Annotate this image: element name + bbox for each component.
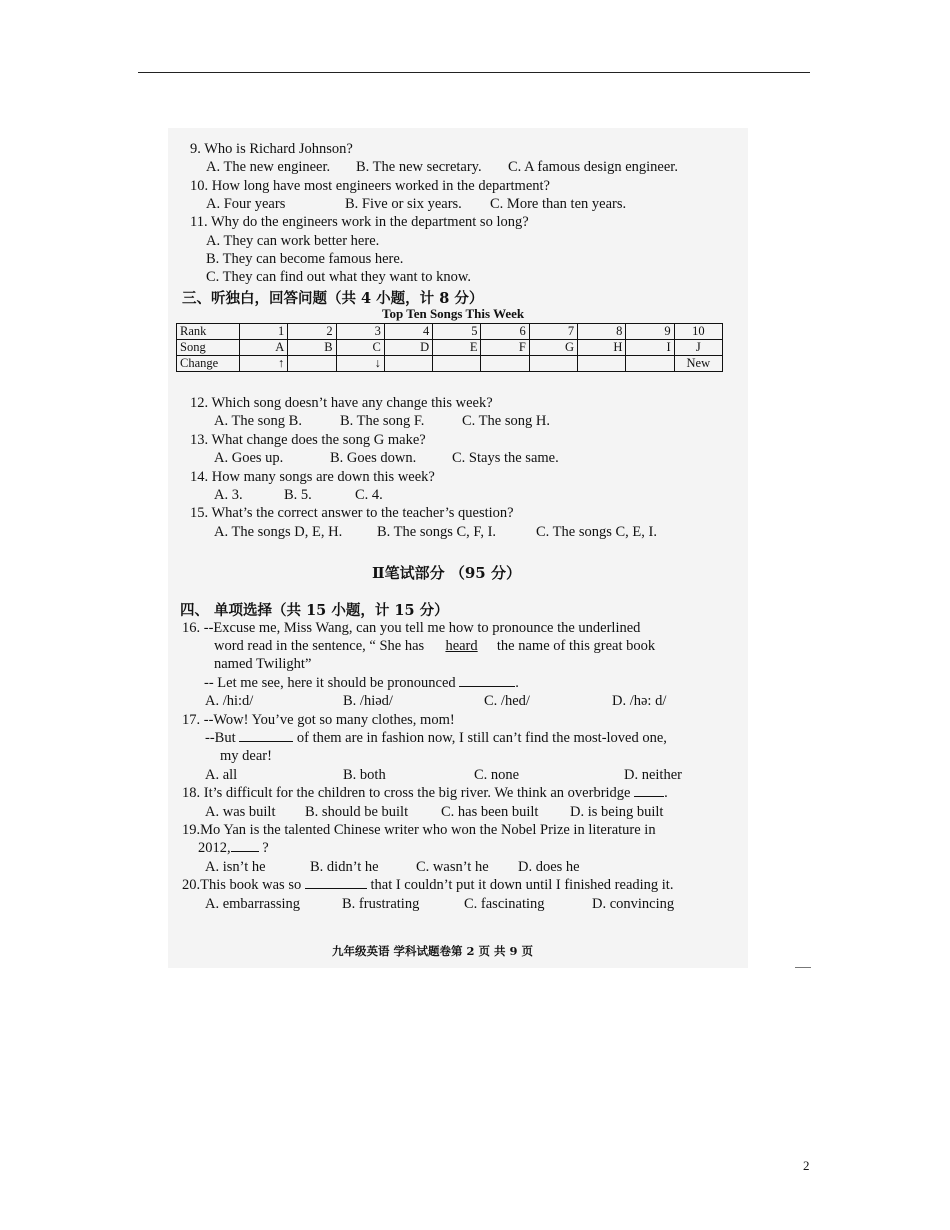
question-13-option-a: A. Goes up. xyxy=(214,450,284,466)
question-16-option-a: A. /hi:d/ xyxy=(205,693,254,709)
question-18-text: 18. It’s difficult for the children to cross the big river. We think an overbridge xyxy=(182,785,631,801)
question-15-option-b: B. The songs C, F, I. xyxy=(377,524,497,540)
question-16-answer-prompt: -- Let me see, here it should be pronounced xyxy=(204,675,456,691)
question-17-line-3: my dear! xyxy=(220,748,272,764)
rank-cell: 2 xyxy=(288,324,336,340)
page-footer: 九年级英语 学科试题卷第 2 页 共 9 页 xyxy=(332,944,534,958)
question-17-line-2 xyxy=(205,729,667,747)
song-cell: J xyxy=(674,340,722,356)
question-12-option-c: C. The song H. xyxy=(462,413,550,429)
question-17-text: --But xyxy=(205,730,236,746)
answer-blank xyxy=(459,674,515,687)
rank-cell: 4 xyxy=(384,324,432,340)
header-rule xyxy=(138,72,810,73)
period: . xyxy=(515,675,519,691)
question-16-line-2 xyxy=(214,637,655,655)
song-cell: A xyxy=(240,340,288,356)
question-17-option-c: C. none xyxy=(474,767,520,783)
change-cell: New xyxy=(674,356,722,372)
question-20-option-b: B. frustrating xyxy=(342,896,420,912)
up-arrow-icon: ↑ xyxy=(240,356,288,372)
question-18-option-b: B. should be built xyxy=(305,804,409,820)
question-19-option-a: A. isn’t he xyxy=(205,859,266,875)
question-13-option-b: B. Goes down. xyxy=(330,450,417,466)
question-18-option-a: A. was built xyxy=(205,804,276,820)
rank-row xyxy=(177,324,723,340)
question-20-option-c: C. fascinating xyxy=(464,896,545,912)
question-16-option-d: D. /hə: d/ xyxy=(612,693,667,709)
question-16-line-3: named Twilight” xyxy=(214,656,312,672)
question-17-line-1: 17. --Wow! You’ve got so many clothes, mom! xyxy=(182,712,455,728)
change-cell xyxy=(433,356,481,372)
row-label-change: Change xyxy=(177,356,240,372)
question-13-stem: 13. What change does the song G make? xyxy=(190,432,426,448)
question-20-option-a: A. embarrassing xyxy=(205,896,301,912)
question-11-option-a: A. They can work better here. xyxy=(206,233,380,249)
question-20-text: 20.This book was so xyxy=(182,877,302,893)
question-20-text: that I couldn’t put it down until I finished reading it. xyxy=(370,877,674,893)
rank-cell: 6 xyxy=(481,324,529,340)
written-section-heading: Ⅱ笔试部分 （95 分） xyxy=(372,564,521,582)
song-cell: H xyxy=(578,340,626,356)
rank-cell: 7 xyxy=(529,324,577,340)
answer-blank xyxy=(239,729,293,742)
change-cell xyxy=(529,356,577,372)
change-cell xyxy=(481,356,529,372)
question-10-option-a: A. Four years xyxy=(206,196,286,212)
question-12-stem: 12. Which song doesn’t have any change this week? xyxy=(190,395,493,411)
question-14-stem: 14. How many songs are down this week? xyxy=(190,469,435,485)
question-11-option-b: B. They can become famous here. xyxy=(206,251,404,267)
question-18-line-1 xyxy=(182,784,668,802)
question-9-option-c: C. A famous design engineer. xyxy=(508,159,678,175)
rank-cell: 10 xyxy=(674,324,722,340)
question-15-option-c: C. The songs C, E, I. xyxy=(536,524,657,540)
song-cell: D xyxy=(384,340,432,356)
question-19-line-2 xyxy=(198,839,269,857)
question-14-option-b: B. 5. xyxy=(284,487,312,503)
period: . xyxy=(664,785,668,801)
row-label-song: Song xyxy=(177,340,240,356)
change-row xyxy=(177,356,723,372)
section-3-heading: 三、听独白，回答问题（共 4 小题，计 8 分） xyxy=(182,290,484,307)
question-9-stem: 9. Who is Richard Johnson? xyxy=(190,141,353,157)
question-19-option-b: B. didn’t he xyxy=(310,859,379,875)
question-15-stem: 15. What’s the correct answer to the teacher’s question? xyxy=(190,505,514,521)
question-20-line-1 xyxy=(182,876,673,894)
question-14-option-c: C. 4. xyxy=(355,487,383,503)
question-15-option-a: A. The songs D, E, H. xyxy=(214,524,343,540)
change-cell xyxy=(626,356,674,372)
table-title: Top Ten Songs This Week xyxy=(382,306,525,321)
rank-cell: 1 xyxy=(240,324,288,340)
question-16-line-1: 16. --Excuse me, Miss Wang, can you tell me how to pronounce the underlined xyxy=(182,620,641,636)
row-label-rank: Rank xyxy=(177,324,240,340)
question-12-option-b: B. The song F. xyxy=(340,413,425,429)
rank-cell: 8 xyxy=(578,324,626,340)
question-14-option-a: A. 3. xyxy=(214,487,243,503)
question-16-line-4 xyxy=(204,674,519,692)
question-20-option-d: D. convincing xyxy=(592,896,675,912)
question-19-option-c: C. wasn’t he xyxy=(416,859,489,875)
song-row xyxy=(177,340,723,356)
change-cell xyxy=(384,356,432,372)
question-17-option-b: B. both xyxy=(343,767,386,783)
change-cell xyxy=(578,356,626,372)
song-cell: E xyxy=(433,340,481,356)
question-19-option-d: D. does he xyxy=(518,859,580,875)
question-18-option-d: D. is being built xyxy=(570,804,664,820)
answer-blank xyxy=(634,784,664,797)
down-arrow-icon: ↓ xyxy=(336,356,384,372)
song-cell: F xyxy=(481,340,529,356)
song-cell: I xyxy=(626,340,674,356)
question-13-option-c: C. Stays the same. xyxy=(452,450,559,466)
song-cell: B xyxy=(288,340,336,356)
question-16-option-b: B. /hiəd/ xyxy=(343,693,393,709)
underlined-word: heard xyxy=(445,638,478,654)
rank-cell: 9 xyxy=(626,324,674,340)
question-10-option-b: B. Five or six years. xyxy=(345,196,462,212)
rank-cell: 3 xyxy=(336,324,384,340)
question-12-option-a: A. The song B. xyxy=(214,413,302,429)
margin-mark xyxy=(795,967,811,968)
question-9-option-a: A. The new engineer. xyxy=(206,159,331,175)
song-cell: G xyxy=(529,340,577,356)
question-11-stem: 11. Why do the engineers work in the department so long? xyxy=(190,214,529,230)
question-11-option-c: C. They can find out what they want to know. xyxy=(206,269,471,285)
song-cell: C xyxy=(336,340,384,356)
change-cell xyxy=(288,356,336,372)
section-4-heading: 四、 单项选择（共 15 小题，计 15 分） xyxy=(180,602,449,619)
question-18-option-c: C. has been built xyxy=(441,804,539,820)
question-17-option-a: A. all xyxy=(205,767,238,783)
question-19-line-1: 19.Mo Yan is the talented Chinese writer who won the Nobel Prize in literature in xyxy=(182,822,656,838)
question-17-text: of them are in fashion now, I still can’t find the most-loved one, xyxy=(296,730,667,746)
question-10-stem: 10. How long have most engineers worked in the department? xyxy=(190,178,550,194)
question-mark: ? xyxy=(262,840,269,856)
page-number: 2 xyxy=(803,1158,810,1173)
top-ten-songs-table xyxy=(176,323,723,372)
rank-cell: 5 xyxy=(433,324,481,340)
question-17-option-d: D. neither xyxy=(624,767,682,783)
question-16-text: the name of this great book xyxy=(496,638,656,654)
question-16-text: word read in the sentence, “ She has xyxy=(214,638,425,654)
answer-blank xyxy=(231,839,259,852)
question-16-option-c: C. /hed/ xyxy=(484,693,530,709)
question-19-text: 2012, xyxy=(198,840,231,856)
question-9-option-b: B. The new secretary. xyxy=(356,159,482,175)
question-10-option-c: C. More than ten years. xyxy=(490,196,627,212)
answer-blank xyxy=(305,876,367,889)
